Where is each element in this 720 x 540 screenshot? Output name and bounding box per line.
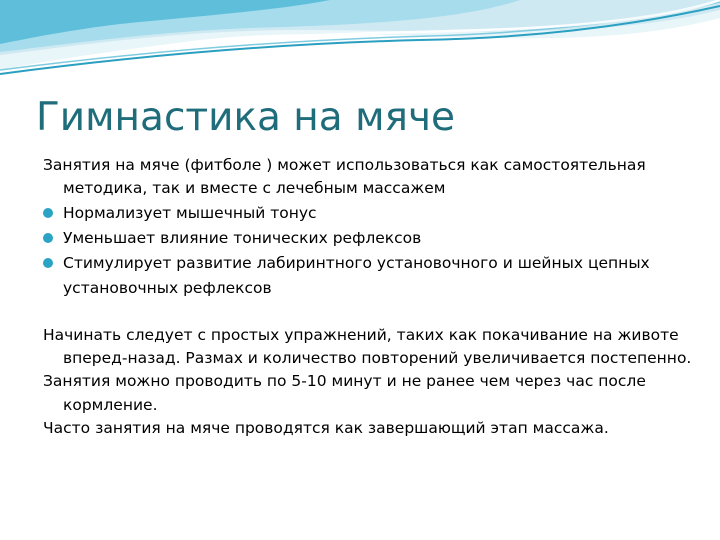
body-paragraph: Занятия можно проводить по 5-10 минут и не ранее чем через час после кормление.	[43, 372, 646, 414]
decorative-wave-header	[0, 0, 720, 100]
body-paragraph: Начинать следует с простых упражнений, таких как покачивание на животе вперед-назад. Размах и количество повторений увеличивается постепенно.	[43, 325, 692, 368]
bullet-dot-icon	[43, 208, 53, 218]
bullet-text: Уменьшает влияние тонических рефлексов	[63, 228, 422, 247]
bullet-dot-icon	[43, 258, 53, 268]
bullet-item	[43, 251, 693, 301]
bullet-item	[43, 226, 693, 251]
intro-paragraph: Занятия на мяче (фитболе ) может использоваться как самостоятельная методика, так и вместе с лечебным массажем	[43, 156, 646, 198]
bullet-item	[43, 201, 693, 226]
paragraph-spacer	[43, 301, 693, 324]
body-paragraph: Часто занятия на мяче проводятся как завершающий этап массажа.	[43, 419, 609, 437]
bullet-text: Стимулирует развитие лабиринтного установочного и шейных цепных установочных рефлексов	[63, 253, 650, 297]
bullet-text: Нормализует мышечный тонус	[63, 203, 317, 222]
slide-body	[43, 154, 693, 440]
bullet-dot-icon	[43, 233, 53, 243]
slide-title: Гимнастика на мяче	[36, 95, 456, 140]
